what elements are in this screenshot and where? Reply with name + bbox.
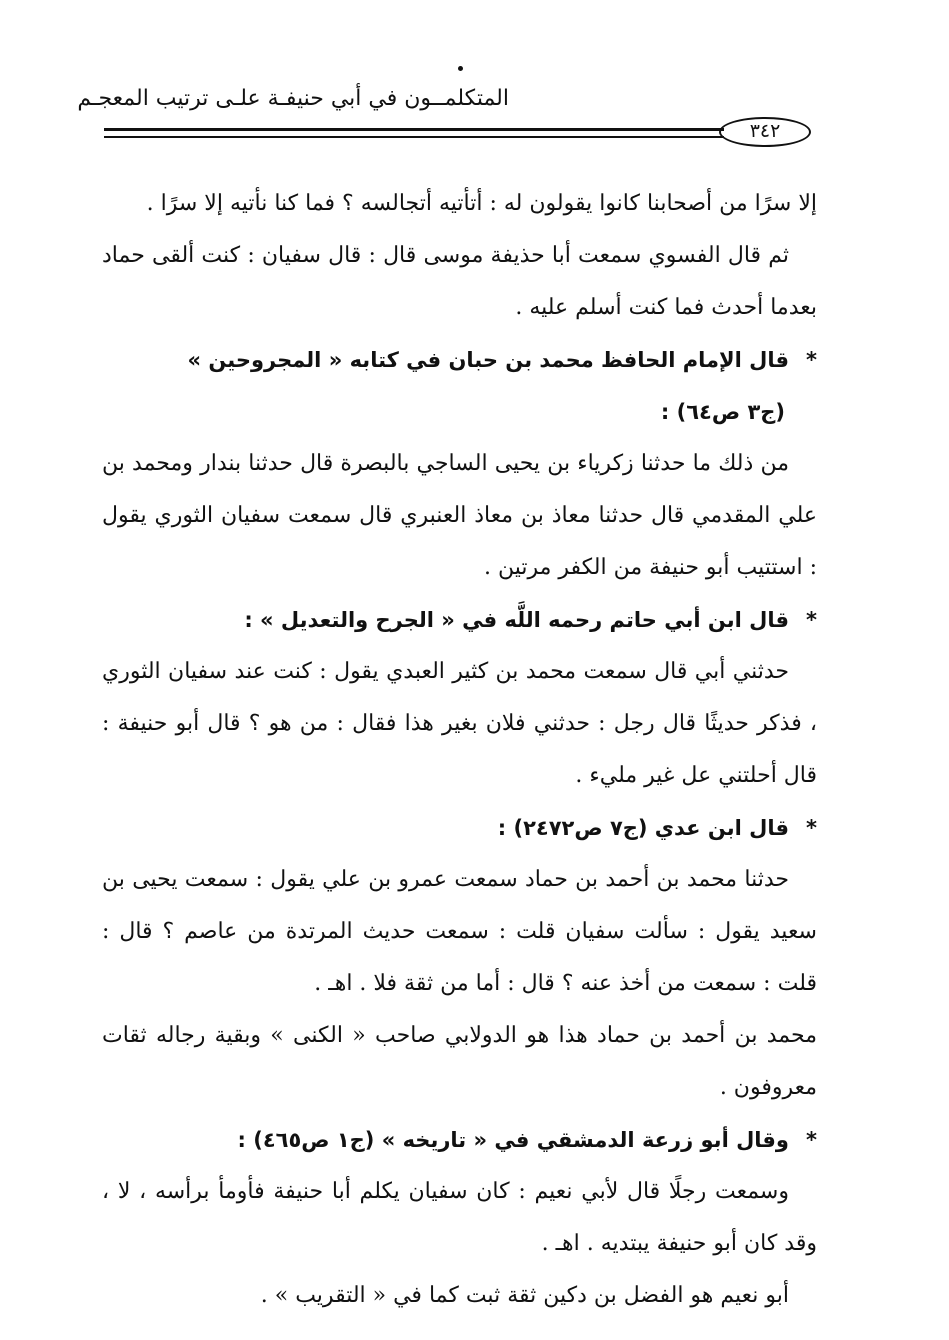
- paragraph: حدثنا محمد بن أحمد بن حماد سمعت عمرو بن علي يقول : سمعت يحيى بن سعيد يقول : سألت سفيان قلت : سمعت حديث المرتدة من عاصم ؟ قال : قلت : سمعت من أخذ عنه ؟ قال : أما من ثقة فلا . اهـ .: [102, 867, 817, 996]
- paragraph: وسمعت رجلًا قال لأبي نعيم : كان سفيان يكلم أبا حنيفة فأومأ برأسه ، لا ، وقد كان أبو حنيفة يبتديه . اهـ .: [102, 1179, 817, 1256]
- paragraph: من ذلك ما حدثنا زكرياء بن يحيى الساجي بالبصرة قال حدثنا بندار ومحمد بن علي المقدمي قال حدثنا معاذ بن معاذ العنبري قال سمعت سفيان الثوري يقول : استتيب أبو حنيفة من الكفر مرتين .: [102, 451, 817, 580]
- header-rule-bottom: [104, 136, 724, 138]
- paragraph: ثم قال الفسوي سمعت أبا حذيفة موسى قال : قال سفيان : كنت ألقى حماد بعدما أحدث فما كنت أسلم عليه .: [102, 243, 817, 320]
- paragraph: أبو نعيم هو الفضل بن دكين ثقة ثبت كما في « التقريب » .: [260, 1283, 789, 1308]
- asterisk-bullet-icon: *: [806, 1128, 817, 1152]
- section-heading: [102, 594, 817, 646]
- heading-text: وقال أبو زرعة الدمشقي في « تاريخه » (ج١ ص٤٦٥) :: [237, 1128, 789, 1152]
- running-header-title: المتكلمــون في أبي حنيفـة علـى ترتيب المعجـم: [77, 86, 509, 111]
- asterisk-bullet-icon: *: [806, 348, 817, 372]
- asterisk-bullet-icon: *: [806, 816, 817, 840]
- heading-text: قال الإمام الحافظ محمد بن حبان في كتابه « المجروحين »: [187, 348, 789, 372]
- paragraph: حدثني أبي قال سمعت محمد بن كثير العبدي يقول : كنت عند سفيان الثوري ، فذكر حديثًا قال رجل : حدثني فلان بغير هذا فقال : من هو ؟ قال أبو حنيفة : قال أحلتني عل غير مليء .: [102, 659, 817, 788]
- asterisk-bullet-icon: *: [806, 608, 817, 632]
- heading-text: قال ابن عدي (ج٧ ص٢٤٧٢) :: [497, 816, 789, 840]
- header-rule-top: [104, 128, 724, 131]
- section-heading: [102, 334, 817, 386]
- page-body: [102, 178, 817, 1322]
- paragraph: إلا سرًا من أصحابنا كانوا يقولون له : أتأتيه أتجالسه ؟ فما كنا نأتيه إلا سرًا .: [146, 191, 817, 216]
- heading-text: قال ابن أبي حاتم رحمه اللَّه في « الجرح والتعديل » :: [244, 608, 789, 632]
- section-heading: [102, 802, 817, 854]
- section-heading: [102, 1114, 817, 1166]
- page-number-badge: ٣٤٢: [719, 117, 811, 147]
- header-ornament-dot: [458, 66, 463, 71]
- paragraph: محمد بن أحمد بن حماد هذا هو الدولابي صاحب « الكنى » وبقية رجاله ثقات معروفون .: [102, 1023, 817, 1100]
- section-heading-continuation: (ج٣ ص٦٤) :: [660, 400, 785, 424]
